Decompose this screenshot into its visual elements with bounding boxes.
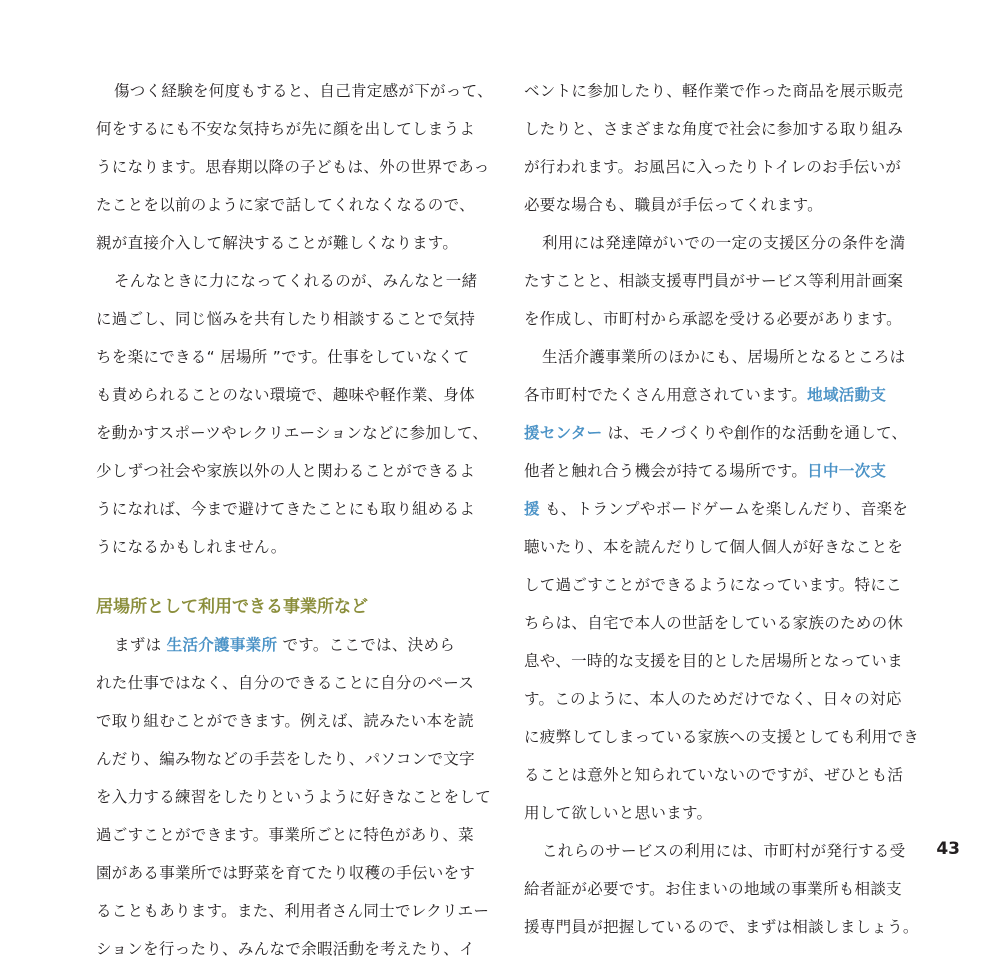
text-line: ちを楽にできる“ 居場所 ”です。仕事をしていなくて bbox=[96, 348, 470, 366]
text-line: 何をするにも不安な気持ちが先に顔を出してしまうよ bbox=[96, 120, 476, 138]
text-line: 親が直接介入して解決することが難しくなります。 bbox=[96, 234, 459, 252]
text-line bbox=[96, 626, 488, 664]
page-number: 43 bbox=[936, 839, 960, 859]
text-line: 用して欲しいと思います。 bbox=[524, 804, 713, 822]
text-span: まずは bbox=[114, 636, 167, 654]
text-line: 利用には発達障がいでの一定の支援区分の条件を満 bbox=[542, 234, 906, 252]
text-line: ションを行ったり、みんなで余暇活動を考えたり、イ bbox=[96, 940, 475, 958]
text-line: 息や、一時的な支援を目的とした居場所となっていま bbox=[524, 652, 903, 670]
text-line: うになります。思春期以降の子どもは、外の世界であっ bbox=[96, 158, 490, 176]
text-line: たことを以前のように家で話してくれなくなるので、 bbox=[96, 196, 475, 214]
left-column bbox=[96, 72, 493, 968]
text-line: に過ごし、同じ悩みを共有したり相談することで気持 bbox=[96, 310, 476, 328]
highlight-term: 地域活動支 bbox=[807, 386, 887, 404]
text-span: は、モノづくりや創作的な活動を通して、 bbox=[602, 424, 908, 442]
text-line: 生活介護事業所のほかにも、居場所となるところは bbox=[542, 348, 906, 366]
text-line: うになれば、今まで避けてきたことにも取り組めるよ bbox=[96, 500, 476, 518]
text-span: 他者と触れ合う機会が持てる場所です。 bbox=[524, 462, 808, 480]
text-span: です。ここでは、決めら bbox=[277, 636, 456, 654]
text-line: 聴いたり、本を読んだりして個人個人が好きなことを bbox=[524, 538, 904, 556]
text-line: ちらは、自宅で本人の世話をしている家族のための休 bbox=[524, 614, 904, 632]
text-line: 傷つく経験を何度もすると、自己肯定感が下がって、 bbox=[114, 82, 493, 100]
text-line: そんなときに力になってくれるのが、みんなと一緒 bbox=[114, 272, 478, 290]
text-line: を作成し、市町村から承認を受ける必要があります。 bbox=[524, 310, 902, 328]
highlight-term: 援 bbox=[524, 500, 540, 518]
text-line: 給者証が必要です。お住まいの地域の事業所も相談支 bbox=[524, 880, 902, 898]
text-line: を動かすスポーツやレクリエーションなどに参加して、 bbox=[96, 424, 489, 442]
text-line: が行われます。お風呂に入ったりトイレのお手伝いが bbox=[524, 158, 902, 176]
text-line bbox=[524, 452, 916, 490]
section-heading: 居場所として利用できる事業所など bbox=[96, 597, 368, 617]
text-line: して過ごすことができるようになっています。特にこ bbox=[524, 576, 902, 594]
text-line bbox=[524, 376, 916, 414]
text-line bbox=[524, 414, 916, 452]
highlight-term: 援センター bbox=[524, 424, 603, 442]
right-column bbox=[524, 72, 920, 946]
text-line: これらのサービスの利用には、市町村が発行する受 bbox=[542, 842, 906, 860]
text-line: ベントに参加したり、軽作業で作った商品を展示販売 bbox=[524, 82, 904, 100]
text-line: を入力する練習をしたりというように好きなことをして bbox=[96, 788, 492, 806]
text-line: ることもあります。また、利用者さん同士でレクリエー bbox=[96, 902, 490, 920]
text-line: うになるかもしれません。 bbox=[96, 538, 287, 556]
text-line: 援専門員が把握しているので、まずは相談しましょう。 bbox=[524, 918, 919, 936]
text-line: も責められることのない環境で、趣味や軽作業、身体 bbox=[96, 386, 475, 404]
text-span: 各市町村でたくさん用意されています。 bbox=[524, 386, 808, 404]
text-line: に疲弊してしまっている家族への支援としても利用でき bbox=[524, 728, 920, 746]
highlight-term: 生活介護事業所 bbox=[166, 636, 278, 654]
text-line: 園がある事業所では野菜を育てたり収穫の手伝いをす bbox=[96, 864, 476, 882]
text-line: 少しずつ社会や家族以外の人と関わることができるよ bbox=[96, 462, 476, 480]
text-line: れた仕事ではなく、自分のできることに自分のペース bbox=[96, 674, 475, 692]
text-line: で取り組むことができます。例えば、読みたい本を読 bbox=[96, 712, 474, 730]
text-line: したりと、さまざまな角度で社会に参加する取り組み bbox=[524, 120, 904, 138]
text-span: も、トランプやボードゲームを楽しんだり、音楽を bbox=[539, 500, 909, 518]
text-line: す。このように、本人のためだけでなく、日々の対応 bbox=[524, 690, 902, 708]
text-line: たすことと、相談支援専門員がサービス等利用計画案 bbox=[524, 272, 904, 290]
text-line: んだり、編み物などの手芸をしたり、パソコンで文字 bbox=[96, 750, 475, 768]
text-line: 過ごすことができます。事業所ごとに特色があり、菜 bbox=[96, 826, 474, 844]
text-line: 必要な場合も、職員が手伝ってくれます。 bbox=[524, 196, 823, 214]
text-line: ることは意外と知られていないのですが、ぜひとも活 bbox=[524, 766, 904, 784]
text-line bbox=[524, 490, 916, 528]
highlight-term: 日中一次支 bbox=[807, 462, 887, 480]
